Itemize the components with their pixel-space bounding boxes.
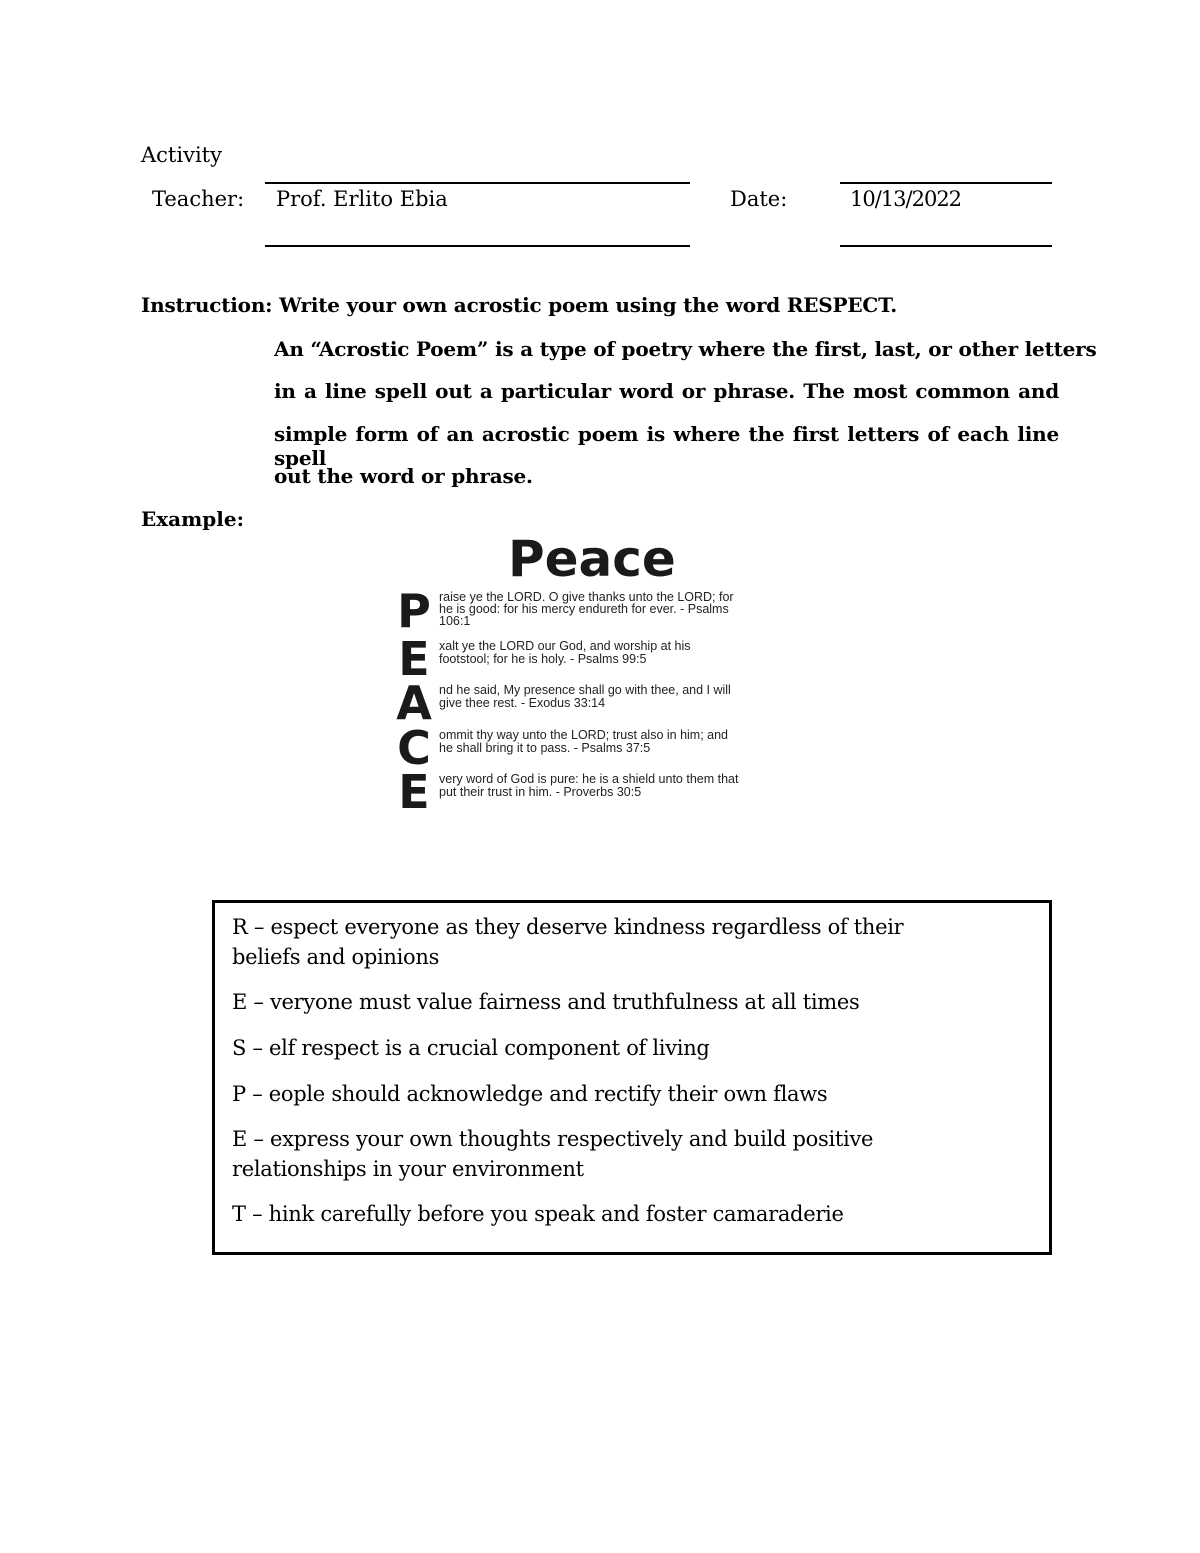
poem-line-p: P – eople should acknowledge and rectify their own flaws xyxy=(232,1082,828,1106)
example-letter-p: P xyxy=(397,584,431,638)
example-letter-e2: E xyxy=(398,765,430,819)
date-value: 10/13/2022 xyxy=(850,187,962,211)
example-line: he shall bring it to pass. - Psalms 37:5 xyxy=(439,741,651,755)
poem-line-e: E – veryone must value fairness and truthfulness at all times xyxy=(232,990,860,1014)
example-line: he is good: for his mercy endureth for ever. - Psalms xyxy=(439,602,729,616)
instruction-text: Write your own acrostic poem using the word RESPECT. xyxy=(279,293,898,317)
paragraph-line-3: simple form of an acrostic poem is where the first letters of each line spell xyxy=(274,422,1059,470)
poem-line-t: T – hink carefully before you speak and foster camaraderie xyxy=(232,1202,844,1226)
example-line: raise ye the LORD. O give thanks unto the LORD; for xyxy=(439,590,734,604)
example-letter-a: A xyxy=(396,676,432,730)
teacher-top-rule xyxy=(265,182,690,184)
date-label: Date: xyxy=(730,187,788,211)
teacher-name: Prof. Erlito Ebia xyxy=(276,187,448,211)
paragraph-line-1: An “Acrostic Poem” is a type of poetry where the first, last, or other letters xyxy=(274,337,1097,361)
poem-line-e2: E – express your own thoughts respectively and build positive xyxy=(232,1127,874,1151)
example-title: Peace xyxy=(508,530,676,588)
paragraph-line-2: in a line spell out a particular word or phrase. The most common and xyxy=(274,379,1059,403)
example-line: give thee rest. - Exodus 33:14 xyxy=(439,696,606,710)
example-line: 106:1 xyxy=(439,614,471,628)
activity-heading: Activity xyxy=(141,143,222,167)
example-label: Example: xyxy=(141,507,244,531)
example-line: nd he said, My presence shall go with thee, and I will xyxy=(439,683,731,697)
poem-line-e2-cont: relationships in your environment xyxy=(232,1157,584,1181)
poem-line-r: R – espect everyone as they deserve kindness regardless of their xyxy=(232,915,904,939)
date-top-rule xyxy=(840,182,1052,184)
poem-line-s: S – elf respect is a crucial component of living xyxy=(232,1036,710,1060)
example-line: xalt ye the LORD our God, and worship at his xyxy=(439,639,691,653)
paragraph-line-4: out the word or phrase. xyxy=(274,464,533,488)
date-bottom-rule xyxy=(840,245,1052,247)
teacher-bottom-rule xyxy=(265,245,690,247)
instruction-line xyxy=(141,293,897,317)
example-line: very word of God is pure: he is a shield unto them that xyxy=(439,772,739,786)
teacher-label: Teacher: xyxy=(152,187,245,211)
example-line: footstool; for he is holy. - Psalms 99:5 xyxy=(439,652,647,666)
instruction-label: Instruction: xyxy=(141,293,273,317)
example-letter-e: E xyxy=(398,632,430,686)
poem-line-r-cont: beliefs and opinions xyxy=(232,945,440,969)
example-letter-c: C xyxy=(397,721,431,775)
example-line: put their trust in him. - Proverbs 30:5 xyxy=(439,785,642,799)
example-line: ommit thy way unto the LORD; trust also in him; and xyxy=(439,728,729,742)
